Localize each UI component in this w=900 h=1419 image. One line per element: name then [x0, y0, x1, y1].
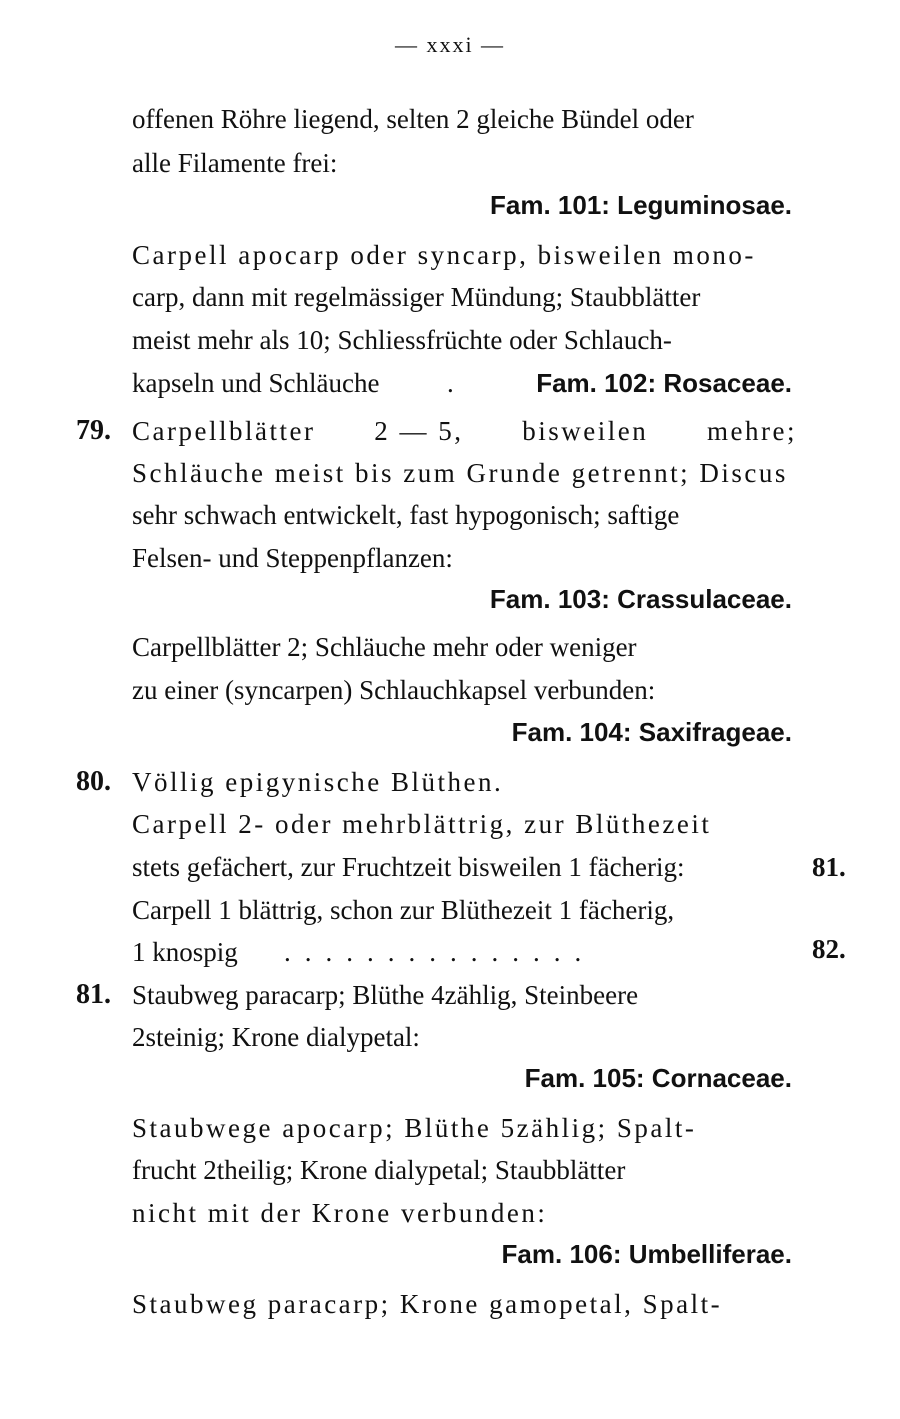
text-line [132, 414, 797, 448]
text-line: nicht mit der Krone verbunden: [132, 1198, 548, 1228]
text-line: offenen Röhre liegend, selten 2 gleiche Bündel oder [132, 104, 694, 134]
text-line: meist mehr als 10; Schliessfrüchte oder Schlauch- [132, 325, 672, 355]
text-line: Carpellblätter 2; Schläuche mehr oder weniger [132, 632, 637, 662]
text-line: Völlig epigynische Blüthen. [132, 767, 504, 797]
key-number: 81. [76, 979, 111, 1010]
family-heading: Fam. 101: Leguminosae. [490, 190, 792, 220]
text-line: Carpell 2- oder mehrblättrig, zur Blüthezeit [132, 809, 712, 839]
text-line: alle Filamente frei: [132, 148, 338, 178]
family-heading: Fam. 106: Umbelliferae. [501, 1239, 792, 1269]
text-line: Schläuche meist bis zum Grunde getrennt; Discus [132, 458, 788, 488]
leader-dots: ............... [284, 937, 596, 967]
key-reference: 82. [812, 934, 846, 964]
key-number: 79. [76, 415, 111, 446]
leader-dot: . [447, 368, 454, 398]
text-line: Carpell apocarp oder syncarp, bisweilen mono- [132, 240, 756, 270]
family-heading: Fam. 102: Rosaceae. [536, 368, 792, 398]
text-line: Staubweg paracarp; Krone gamopetal, Spalt- [132, 1289, 723, 1319]
text-line: carp, dann mit regelmässiger Mündung; Staubblätter [132, 282, 701, 312]
text-line: kapseln und Schläuche [132, 368, 380, 398]
text-line: Staubweg paracarp; Blüthe 4zählig, Steinbeere [132, 980, 639, 1010]
text-fragment: bisweilen [522, 416, 649, 446]
text-line: Carpell 1 blättrig, schon zur Blüthezeit 1 fächerig, [132, 895, 675, 925]
family-heading: Fam. 103: Crassulaceae. [489, 584, 792, 614]
family-heading: Fam. 105: Cornaceae. [524, 1063, 792, 1093]
text-line: stets gefächert, zur Fruchtzeit bisweilen 1 fächerig: [132, 852, 685, 882]
key-reference: 81. [812, 852, 846, 882]
family-heading: Fam. 104: Saxifrageae. [511, 717, 792, 747]
text-line: sehr schwach entwickelt, fast hypogonisch; saftige [132, 500, 680, 530]
page-number-header: — xxxi — [394, 32, 506, 57]
text-line: zu einer (syncarpen) Schlauchkapsel verbunden: [132, 675, 656, 705]
key-number: 80. [76, 766, 111, 797]
text-line: Felsen- und Steppenpflanzen: [132, 543, 453, 573]
text-line: Staubwege apocarp; Blüthe 5zählig; Spalt- [132, 1113, 697, 1143]
text-fragment: Carpellblätter [132, 416, 316, 446]
text-line: frucht 2theilig; Krone dialypetal; Staubblätter [132, 1155, 626, 1185]
text-line: 1 knospig [132, 937, 238, 967]
text-fragment: mehre; [707, 416, 797, 446]
text-line: 2steinig; Krone dialypetal: [132, 1022, 420, 1052]
text-fragment: 2 — 5, [374, 416, 464, 446]
